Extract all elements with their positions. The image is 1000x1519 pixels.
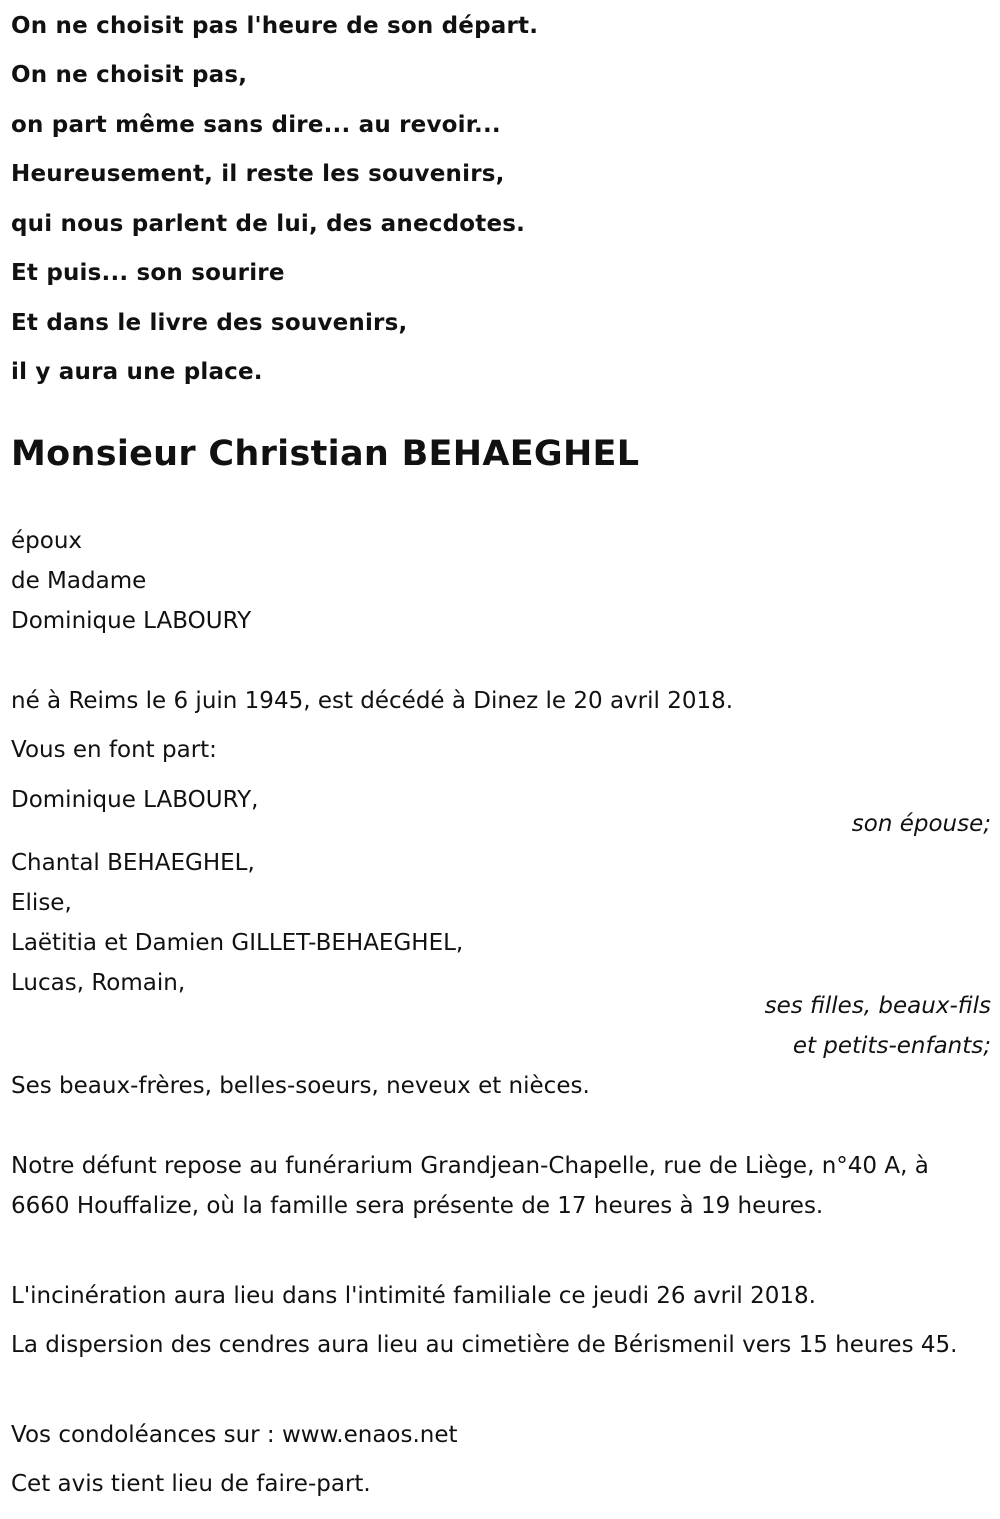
spouse-line: époux xyxy=(11,528,83,554)
family-relation: son épouse; xyxy=(851,811,991,837)
poem-line: Et dans le livre des souvenirs, xyxy=(11,310,408,336)
poem-line: Et puis... son sourire xyxy=(11,260,285,286)
poem-line: On ne choisit pas l'heure de son départ. xyxy=(11,13,539,39)
other-relatives: Ses beaux-frères, belles-soeurs, neveux et nièces. xyxy=(11,1073,590,1099)
family-member: Elise, xyxy=(11,890,72,916)
condolences-line: Vos condoléances sur : www.enaos.net xyxy=(11,1422,458,1448)
poem-line: qui nous parlent de lui, des anecdotes. xyxy=(11,211,526,237)
poem-line: On ne choisit pas, xyxy=(11,62,248,88)
family-member: Dominique LABOURY, xyxy=(11,787,259,813)
announcement-intro: Vous en font part: xyxy=(11,737,217,763)
family-relation: et petits-enfants; xyxy=(792,1033,991,1059)
poem-line: on part même sans dire... au revoir... xyxy=(11,112,501,138)
poem-line: il y aura une place. xyxy=(11,359,263,385)
spouse-line: de Madame xyxy=(11,568,147,594)
family-member: Chantal BEHAEGHEL, xyxy=(11,850,255,876)
family-member: Laëtitia et Damien GILLET-BEHAEGHEL, xyxy=(11,930,464,956)
deceased-name: Monsieur Christian BEHAEGHEL xyxy=(11,434,640,474)
birth-death-line: né à Reims le 6 juin 1945, est décédé à Dinez le 20 avril 2018. xyxy=(11,688,734,714)
family-relation: ses filles, beaux-fils xyxy=(764,993,991,1019)
closing-line: Cet avis tient lieu de faire-part. xyxy=(11,1471,371,1497)
dispersion-paragraph: La dispersion des cendres aura lieu au cimetière de Bérismenil vers 15 heures 45. xyxy=(11,1332,958,1358)
rest-location-paragraph: Notre défunt repose au funérarium Grandjean-Chapelle, rue de Liège, n°40 A, à 6660 Houffalize, où la famille sera présente de 17 heures à 19 heures. xyxy=(11,1153,929,1219)
spouse-line: Dominique LABOURY xyxy=(11,608,252,634)
family-member: Lucas, Romain, xyxy=(11,970,186,996)
poem-line: Heureusement, il reste les souvenirs, xyxy=(11,161,505,187)
cremation-paragraph: L'incinération aura lieu dans l'intimité familiale ce jeudi 26 avril 2018. xyxy=(11,1283,816,1309)
